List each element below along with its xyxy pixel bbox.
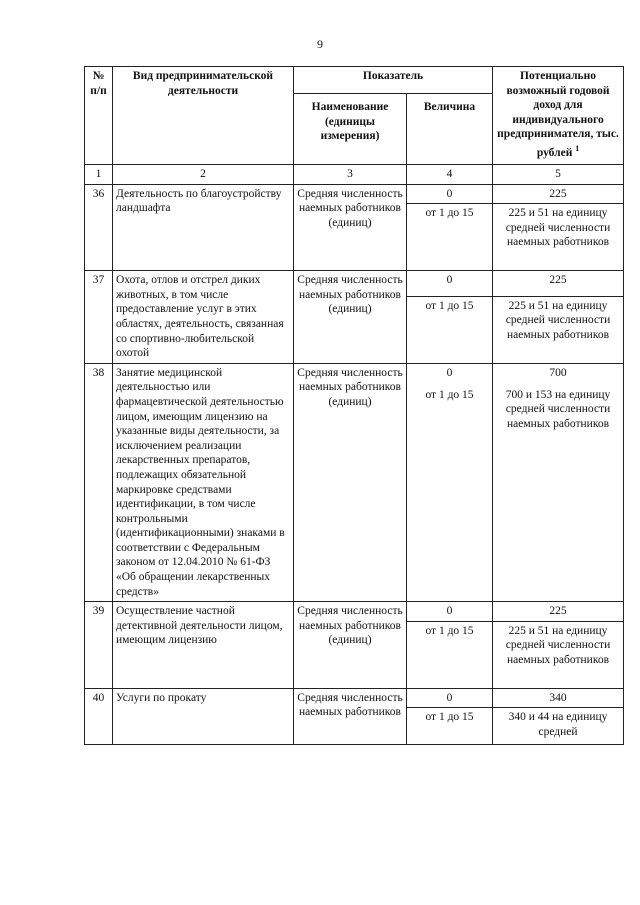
column-number-5: 5	[493, 165, 624, 185]
row-number: 36	[85, 184, 113, 271]
header-indicator-text: Показатель	[362, 70, 424, 82]
header-num	[85, 67, 113, 165]
table-row	[85, 688, 624, 708]
row-number: 40	[85, 688, 113, 745]
column-number-4: 4	[407, 165, 493, 185]
row-number: 39	[85, 602, 113, 689]
page-number: 9	[317, 37, 323, 51]
header-income	[493, 67, 624, 165]
header-num-text: № п/п	[90, 70, 107, 97]
activity-cell: Услуги по прокату	[113, 688, 294, 745]
table-row	[85, 184, 624, 204]
income-cell: 225 и 51 на единицу средней численности наемных работников	[493, 621, 624, 688]
indicator-cell: Средняя численность наемных работников (единиц)	[294, 271, 407, 364]
column-number-3: 3	[294, 165, 407, 185]
column-number-1: 1	[85, 165, 113, 185]
income-cell: 700	[493, 363, 624, 386]
value-cell: от 1 до 15	[407, 204, 493, 271]
header-row-1	[85, 67, 624, 94]
activity-cell: Занятие медицинской деятельностью или фармацевтической деятельностью лицом, имеющим лицензию на указанные виды деятельности, за исключением реализации лекарственных препаратов, подлежащих обязательной маркировке средствами идентификации, в том числе контрольными (идентификационными) знаками в соответствии с Федеральным законом от 12.04.2010 № 61-ФЗ «Об обращении лекарственных средств»	[113, 363, 294, 602]
value-cell: от 1 до 15	[407, 621, 493, 688]
income-cell: 225	[493, 271, 624, 297]
activity-cell: Охота, отлов и отстрел диких животных, в том числе предоставление услуг в этих областях, деятельность, связанная со спортивно-любительской охотой	[113, 271, 294, 364]
value-cell: 0	[407, 184, 493, 204]
income-cell: 340	[493, 688, 624, 708]
header-indicator	[294, 67, 493, 94]
income-cell: 225	[493, 184, 624, 204]
indicator-cell: Средняя численность наемных работников (единиц)	[294, 602, 407, 689]
header-indicator-name-text: Наименование (единицы измерения)	[311, 101, 389, 143]
column-numbers-row	[85, 165, 624, 185]
header-income-text: Потенциально возможный годовой доход для индивидуального предпринимателя, тыс. рублей	[497, 70, 619, 159]
income-cell: 340 и 44 на единицу средней	[493, 708, 624, 745]
value-cell: от 1 до 15	[407, 386, 493, 602]
income-cell: 225 и 51 на единицу средней численности наемных работников	[493, 204, 624, 271]
value-cell: от 1 до 15	[407, 296, 493, 363]
row-number: 37	[85, 271, 113, 364]
column-number-2: 2	[113, 165, 294, 185]
header-indicator-value-text: Величина	[423, 101, 476, 113]
income-table	[84, 66, 624, 745]
indicator-cell: Средняя численность наемных работников (единиц)	[294, 184, 407, 271]
header-indicator-value	[407, 94, 493, 165]
value-cell: 0	[407, 363, 493, 386]
value-cell: 0	[407, 271, 493, 297]
value-cell: 0	[407, 688, 493, 708]
header-activity-text: Вид предпринимательской деятельности	[132, 70, 274, 97]
income-cell: 700 и 153 на единицу средней численности наемных работников	[493, 386, 624, 602]
header-indicator-name	[294, 94, 407, 165]
indicator-cell: Средняя численность наемных работников	[294, 688, 407, 745]
income-cell: 225	[493, 602, 624, 622]
activity-cell: Деятельность по благоустройству ландшафта	[113, 184, 294, 271]
header-activity	[113, 67, 294, 165]
row-number: 38	[85, 363, 113, 602]
activity-cell: Осуществление частной детективной деятельности лицом, имеющим лицензию	[113, 602, 294, 689]
footnote-marker: 1	[575, 143, 580, 153]
income-cell: 225 и 51 на единицу средней численности наемных работников	[493, 296, 624, 363]
value-cell: 0	[407, 602, 493, 622]
table-row	[85, 602, 624, 622]
value-cell: от 1 до 15	[407, 708, 493, 745]
indicator-cell: Средняя численность наемных работников (единиц)	[294, 363, 407, 602]
table-row	[85, 363, 624, 386]
table-row	[85, 271, 624, 297]
